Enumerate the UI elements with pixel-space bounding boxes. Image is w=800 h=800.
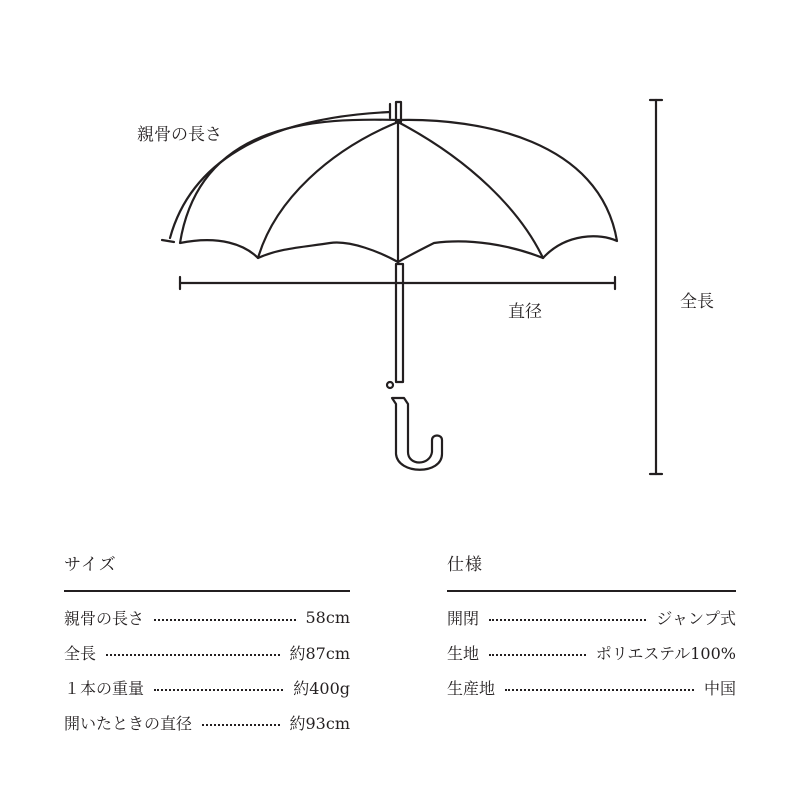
spec-section-title: 仕様	[447, 555, 483, 575]
spec-row-value: ジャンプ式	[656, 609, 736, 628]
leader-dots	[106, 654, 279, 656]
umbrella-shaft	[396, 264, 403, 382]
spec-row-label: 生地	[447, 644, 480, 663]
size-row-total-length	[64, 635, 350, 670]
size-row-label: 親骨の長さ	[64, 609, 145, 628]
size-row-weight	[64, 670, 350, 705]
umbrella-rib	[258, 122, 398, 258]
size-section-divider	[64, 590, 350, 592]
size-row-label: 開いたときの直径	[64, 714, 193, 733]
spec-row-value: ポリエステル100%	[595, 644, 736, 663]
size-row-value: 約93cm	[289, 714, 350, 733]
spec-row-fabric	[447, 635, 736, 670]
total-length-label: 全長	[680, 292, 714, 312]
umbrella-handle	[392, 398, 442, 470]
spec-row-opening	[447, 600, 736, 635]
spec-row-origin	[447, 670, 736, 705]
spec-section	[447, 552, 736, 705]
leader-dots	[489, 654, 586, 656]
size-row-label: 全長	[64, 644, 97, 663]
spec-row-value: 中国	[703, 679, 736, 698]
leader-dots	[489, 619, 646, 621]
spec-row-label: 生産地	[447, 679, 496, 698]
umbrella-rib	[398, 122, 543, 258]
leader-dots	[154, 619, 295, 621]
size-row-value: 約400g	[293, 679, 350, 698]
size-row-rib-length	[64, 600, 350, 635]
size-section-title: サイズ	[64, 555, 117, 575]
umbrella-button	[387, 382, 393, 388]
diameter-label: 直径	[508, 302, 542, 322]
leader-dots	[154, 689, 283, 691]
leader-dots	[505, 689, 694, 691]
rib-length-endmark	[162, 240, 174, 242]
leader-dots	[202, 724, 279, 726]
size-row-open-diameter	[64, 705, 350, 740]
size-row-value: 約87cm	[289, 644, 350, 663]
spec-row-label: 開閉	[447, 609, 480, 628]
size-section	[64, 552, 350, 740]
size-row-label: １本の重量	[64, 679, 145, 698]
size-row-value: 58cm	[305, 608, 350, 627]
spec-section-divider	[447, 590, 736, 592]
rib-length-label: 親骨の長さ	[137, 125, 222, 145]
